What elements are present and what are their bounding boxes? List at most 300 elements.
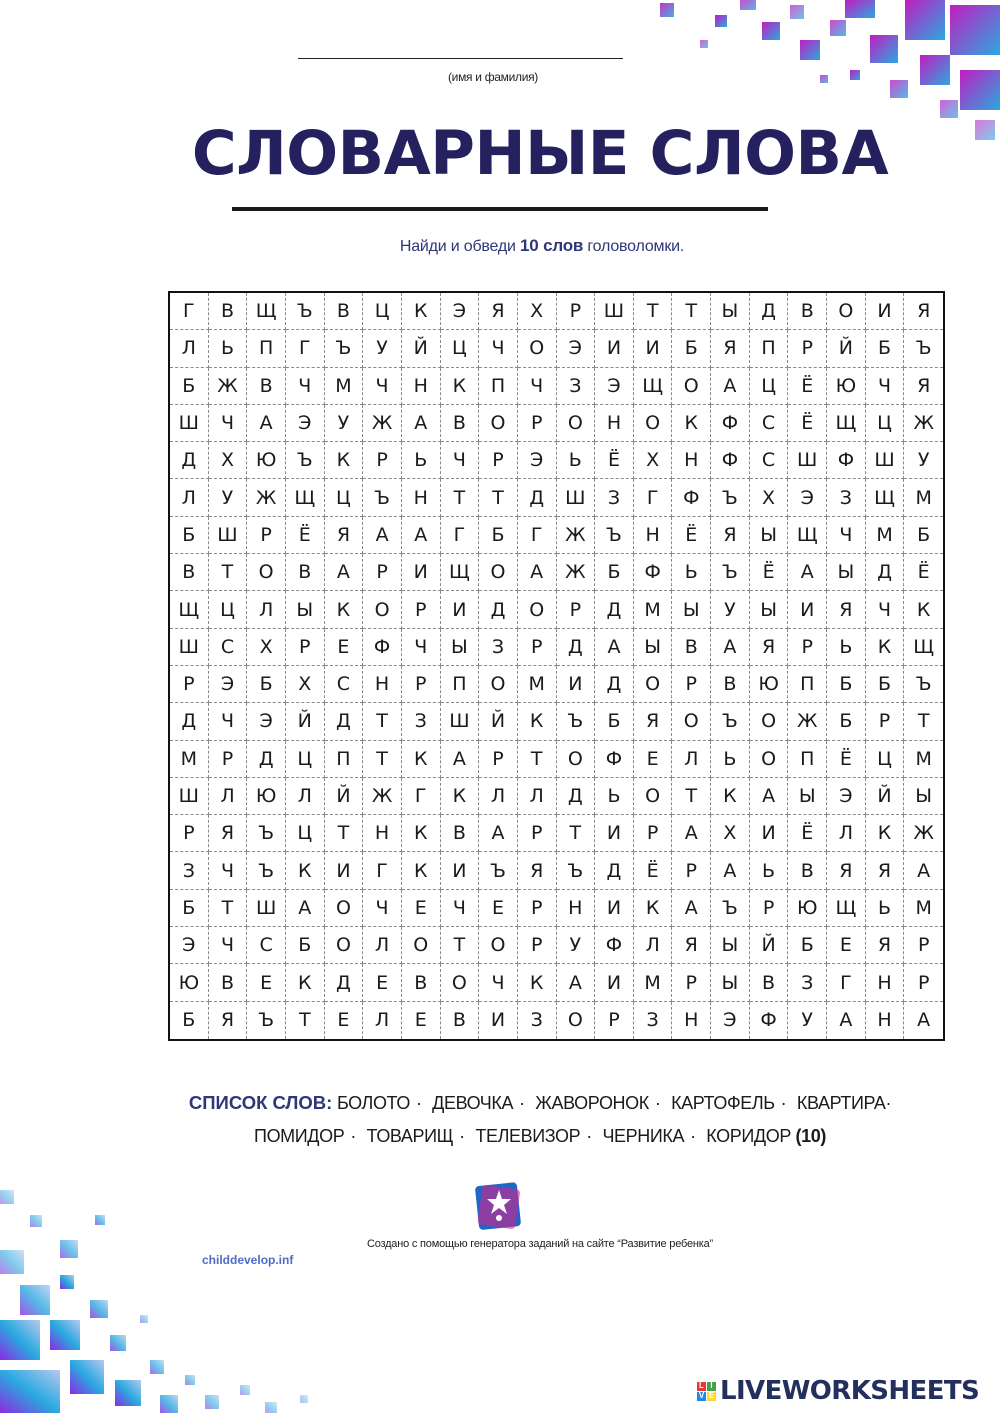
grid-cell[interactable]: Ш [866, 442, 905, 479]
grid-cell[interactable]: Ъ [904, 666, 943, 703]
grid-cell[interactable]: Р [518, 405, 557, 442]
grid-cell[interactable]: И [750, 815, 789, 852]
grid-cell[interactable]: Ф [711, 442, 750, 479]
grid-cell[interactable]: К [402, 293, 441, 330]
grid-cell[interactable]: О [325, 890, 364, 927]
grid-cell[interactable]: Я [904, 293, 943, 330]
grid-cell[interactable]: Ф [827, 442, 866, 479]
grid-cell[interactable]: Д [247, 741, 286, 778]
grid-cell[interactable]: Т [441, 927, 480, 964]
grid-cell[interactable]: Р [402, 591, 441, 628]
grid-cell[interactable]: Э [788, 479, 827, 516]
grid-cell[interactable]: А [827, 1002, 866, 1039]
grid-cell[interactable]: Р [557, 591, 596, 628]
grid-cell[interactable]: Б [170, 368, 209, 405]
grid-cell[interactable]: Й [402, 330, 441, 367]
grid-cell[interactable]: Н [402, 368, 441, 405]
grid-cell[interactable]: В [672, 629, 711, 666]
grid-cell[interactable]: Г [518, 517, 557, 554]
grid-cell[interactable]: Щ [827, 405, 866, 442]
grid-cell[interactable]: И [441, 852, 480, 889]
grid-cell[interactable]: И [634, 330, 673, 367]
grid-cell[interactable]: Л [634, 927, 673, 964]
grid-cell[interactable]: П [788, 666, 827, 703]
grid-cell[interactable]: Г [441, 517, 480, 554]
grid-cell[interactable]: И [441, 591, 480, 628]
grid-cell[interactable]: Е [325, 629, 364, 666]
grid-cell[interactable]: Б [827, 666, 866, 703]
grid-cell[interactable]: Э [286, 405, 325, 442]
grid-cell[interactable]: Х [518, 293, 557, 330]
grid-cell[interactable]: К [866, 629, 905, 666]
grid-cell[interactable]: Д [170, 703, 209, 740]
grid-cell[interactable]: Ц [866, 405, 905, 442]
grid-cell[interactable]: Щ [247, 293, 286, 330]
grid-cell[interactable]: Щ [866, 479, 905, 516]
grid-cell[interactable]: Р [209, 741, 248, 778]
grid-cell[interactable]: Ю [247, 442, 286, 479]
grid-cell[interactable]: П [247, 330, 286, 367]
grid-cell[interactable]: З [595, 479, 634, 516]
grid-cell[interactable]: Ф [750, 1002, 789, 1039]
grid-cell[interactable]: Р [518, 890, 557, 927]
grid-cell[interactable]: К [866, 815, 905, 852]
grid-cell[interactable]: Д [595, 852, 634, 889]
grid-cell[interactable]: В [209, 964, 248, 1001]
grid-cell[interactable]: Э [170, 927, 209, 964]
grid-cell[interactable]: Ъ [286, 442, 325, 479]
grid-cell[interactable]: Б [286, 927, 325, 964]
grid-cell[interactable]: Т [904, 703, 943, 740]
grid-cell[interactable]: Х [711, 815, 750, 852]
grid-cell[interactable]: Ъ [325, 330, 364, 367]
grid-cell[interactable]: Щ [904, 629, 943, 666]
grid-cell[interactable]: Р [557, 293, 596, 330]
grid-cell[interactable]: Э [209, 666, 248, 703]
grid-cell[interactable]: Х [209, 442, 248, 479]
grid-cell[interactable]: О [518, 330, 557, 367]
grid-cell[interactable]: А [402, 405, 441, 442]
grid-cell[interactable]: Ъ [479, 852, 518, 889]
grid-cell[interactable]: Е [325, 1002, 364, 1039]
grid-cell[interactable]: Ъ [557, 852, 596, 889]
grid-cell[interactable]: Ь [672, 554, 711, 591]
grid-cell[interactable]: З [518, 1002, 557, 1039]
grid-cell[interactable]: Р [788, 629, 827, 666]
grid-cell[interactable]: В [441, 815, 480, 852]
grid-cell[interactable]: М [170, 741, 209, 778]
grid-cell[interactable]: Е [634, 741, 673, 778]
grid-cell[interactable]: Т [441, 479, 480, 516]
grid-cell[interactable]: Х [286, 666, 325, 703]
grid-cell[interactable]: Т [557, 815, 596, 852]
grid-cell[interactable]: Л [170, 479, 209, 516]
grid-cell[interactable]: Ю [247, 778, 286, 815]
grid-cell[interactable]: Ш [441, 703, 480, 740]
grid-cell[interactable]: О [672, 368, 711, 405]
grid-cell[interactable]: М [518, 666, 557, 703]
grid-cell[interactable]: Э [247, 703, 286, 740]
grid-cell[interactable]: Р [672, 964, 711, 1001]
grid-cell[interactable]: Р [479, 442, 518, 479]
grid-cell[interactable]: С [750, 442, 789, 479]
grid-cell[interactable]: О [518, 591, 557, 628]
grid-cell[interactable]: Й [479, 703, 518, 740]
grid-cell[interactable]: Ч [866, 368, 905, 405]
grid-cell[interactable]: А [672, 890, 711, 927]
grid-cell[interactable]: К [402, 815, 441, 852]
grid-cell[interactable]: Ж [247, 479, 286, 516]
grid-cell[interactable]: М [866, 517, 905, 554]
grid-cell[interactable]: В [247, 368, 286, 405]
grid-cell[interactable]: Г [363, 852, 402, 889]
grid-cell[interactable]: Ж [904, 405, 943, 442]
grid-cell[interactable]: У [711, 591, 750, 628]
grid-cell[interactable]: Ш [170, 405, 209, 442]
grid-cell[interactable]: О [750, 741, 789, 778]
grid-cell[interactable]: Ы [672, 591, 711, 628]
grid-cell[interactable]: Т [634, 293, 673, 330]
grid-cell[interactable]: Э [827, 778, 866, 815]
grid-cell[interactable]: Ж [209, 368, 248, 405]
grid-cell[interactable]: Щ [286, 479, 325, 516]
grid-cell[interactable]: О [479, 666, 518, 703]
grid-cell[interactable]: Я [711, 517, 750, 554]
grid-cell[interactable]: Я [827, 591, 866, 628]
grid-cell[interactable]: Ч [209, 703, 248, 740]
grid-cell[interactable]: Д [170, 442, 209, 479]
grid-cell[interactable]: Л [247, 591, 286, 628]
grid-cell[interactable]: Ю [827, 368, 866, 405]
grid-cell[interactable]: Н [363, 815, 402, 852]
grid-cell[interactable]: Г [634, 479, 673, 516]
grid-cell[interactable]: Л [479, 778, 518, 815]
grid-cell[interactable]: А [788, 554, 827, 591]
grid-cell[interactable]: И [402, 554, 441, 591]
grid-cell[interactable]: Р [518, 927, 557, 964]
grid-cell[interactable]: О [634, 666, 673, 703]
grid-cell[interactable]: Щ [788, 517, 827, 554]
grid-cell[interactable]: Ы [750, 591, 789, 628]
grid-cell[interactable]: К [441, 778, 480, 815]
grid-cell[interactable]: Б [904, 517, 943, 554]
grid-cell[interactable]: Р [634, 815, 673, 852]
grid-cell[interactable]: П [788, 741, 827, 778]
grid-cell[interactable]: К [286, 852, 325, 889]
grid-cell[interactable]: У [209, 479, 248, 516]
grid-cell[interactable]: Е [363, 964, 402, 1001]
grid-cell[interactable]: Ж [557, 554, 596, 591]
grid-cell[interactable]: Ъ [711, 703, 750, 740]
grid-cell[interactable]: У [363, 330, 402, 367]
grid-cell[interactable]: Ж [557, 517, 596, 554]
grid-cell[interactable]: Ё [634, 852, 673, 889]
grid-cell[interactable]: В [286, 554, 325, 591]
grid-cell[interactable]: И [595, 815, 634, 852]
grid-cell[interactable]: Б [170, 517, 209, 554]
grid-cell[interactable]: А [518, 554, 557, 591]
grid-cell[interactable]: Т [672, 778, 711, 815]
grid-cell[interactable]: М [904, 479, 943, 516]
grid-cell[interactable]: Ш [557, 479, 596, 516]
grid-cell[interactable]: З [827, 479, 866, 516]
grid-cell[interactable]: Х [750, 479, 789, 516]
grid-cell[interactable]: Ц [286, 815, 325, 852]
grid-cell[interactable]: Я [750, 629, 789, 666]
grid-cell[interactable]: Л [286, 778, 325, 815]
grid-cell[interactable]: Й [866, 778, 905, 815]
grid-cell[interactable]: О [363, 591, 402, 628]
grid-cell[interactable]: Д [557, 778, 596, 815]
grid-cell[interactable]: И [595, 890, 634, 927]
grid-cell[interactable]: Р [363, 554, 402, 591]
grid-cell[interactable]: Б [595, 554, 634, 591]
grid-cell[interactable]: Ч [363, 368, 402, 405]
grid-cell[interactable]: Ы [711, 927, 750, 964]
grid-cell[interactable]: И [595, 330, 634, 367]
grid-cell[interactable]: У [325, 405, 364, 442]
grid-cell[interactable]: Ц [363, 293, 402, 330]
grid-cell[interactable]: Я [209, 1002, 248, 1039]
grid-cell[interactable]: Ы [904, 778, 943, 815]
grid-cell[interactable]: М [634, 591, 673, 628]
grid-cell[interactable]: Р [672, 666, 711, 703]
grid-cell[interactable]: Ц [286, 741, 325, 778]
grid-cell[interactable]: Б [247, 666, 286, 703]
grid-cell[interactable]: Н [595, 405, 634, 442]
grid-cell[interactable]: Ы [750, 517, 789, 554]
grid-cell[interactable]: Я [209, 815, 248, 852]
grid-cell[interactable]: Ё [788, 815, 827, 852]
grid-cell[interactable]: Ф [595, 927, 634, 964]
grid-cell[interactable]: Ш [170, 629, 209, 666]
grid-cell[interactable]: Я [479, 293, 518, 330]
grid-cell[interactable]: Й [750, 927, 789, 964]
grid-cell[interactable]: А [325, 554, 364, 591]
grid-cell[interactable]: М [904, 890, 943, 927]
grid-cell[interactable]: Б [672, 330, 711, 367]
grid-cell[interactable]: Ж [363, 405, 402, 442]
grid-cell[interactable]: О [750, 703, 789, 740]
grid-cell[interactable]: Ч [402, 629, 441, 666]
grid-cell[interactable]: Ч [441, 890, 480, 927]
grid-cell[interactable]: Ч [209, 405, 248, 442]
grid-cell[interactable]: Н [672, 1002, 711, 1039]
grid-cell[interactable]: Д [557, 629, 596, 666]
grid-cell[interactable]: К [518, 703, 557, 740]
grid-cell[interactable]: Ъ [711, 890, 750, 927]
grid-cell[interactable]: К [634, 890, 673, 927]
grid-cell[interactable]: Ё [788, 368, 827, 405]
grid-cell[interactable]: Я [325, 517, 364, 554]
grid-cell[interactable]: Э [557, 330, 596, 367]
grid-cell[interactable]: З [479, 629, 518, 666]
grid-cell[interactable]: Ш [595, 293, 634, 330]
grid-cell[interactable]: М [904, 741, 943, 778]
grid-cell[interactable]: Б [479, 517, 518, 554]
grid-cell[interactable]: Ы [711, 293, 750, 330]
grid-cell[interactable]: Ё [286, 517, 325, 554]
grid-cell[interactable]: Д [325, 964, 364, 1001]
grid-cell[interactable]: Ш [170, 778, 209, 815]
grid-cell[interactable]: Я [711, 330, 750, 367]
grid-cell[interactable]: В [788, 293, 827, 330]
grid-cell[interactable]: С [325, 666, 364, 703]
grid-cell[interactable]: Ф [595, 741, 634, 778]
grid-cell[interactable]: Н [866, 1002, 905, 1039]
grid-cell[interactable]: К [518, 964, 557, 1001]
grid-cell[interactable]: Л [672, 741, 711, 778]
grid-cell[interactable]: Р [518, 629, 557, 666]
grid-cell[interactable]: Б [827, 703, 866, 740]
grid-cell[interactable]: Ь [402, 442, 441, 479]
grid-cell[interactable]: Б [866, 330, 905, 367]
grid-cell[interactable]: К [286, 964, 325, 1001]
grid-cell[interactable]: В [441, 1002, 480, 1039]
grid-cell[interactable]: Ж [904, 815, 943, 852]
grid-cell[interactable]: С [750, 405, 789, 442]
grid-cell[interactable]: Б [170, 890, 209, 927]
grid-cell[interactable]: Р [866, 703, 905, 740]
grid-cell[interactable]: Ч [363, 890, 402, 927]
grid-cell[interactable]: О [557, 1002, 596, 1039]
grid-cell[interactable]: Д [750, 293, 789, 330]
grid-cell[interactable]: Ы [711, 964, 750, 1001]
grid-cell[interactable]: Н [363, 666, 402, 703]
grid-cell[interactable]: Д [479, 591, 518, 628]
grid-cell[interactable]: А [917, 1009, 931, 1032]
grid-cell[interactable]: Ж [363, 778, 402, 815]
grid-cell[interactable]: Ж [788, 703, 827, 740]
grid-cell[interactable]: Р [170, 815, 209, 852]
grid-cell[interactable]: Т [672, 293, 711, 330]
grid-cell[interactable]: Р [904, 964, 943, 1001]
grid-cell[interactable]: Ч [286, 368, 325, 405]
grid-cell[interactable]: П [325, 741, 364, 778]
grid-cell[interactable]: В [788, 852, 827, 889]
grid-cell[interactable]: Ц [325, 479, 364, 516]
grid-cell[interactable]: А [402, 517, 441, 554]
grid-cell[interactable]: У [788, 1002, 827, 1039]
grid-cell[interactable]: Й [286, 703, 325, 740]
grid-cell[interactable]: О [479, 927, 518, 964]
grid-cell[interactable]: О [479, 405, 518, 442]
grid-cell[interactable]: И [788, 591, 827, 628]
grid-cell[interactable]: К [325, 442, 364, 479]
grid-cell[interactable]: О [325, 927, 364, 964]
grid-cell[interactable]: Я [866, 852, 905, 889]
grid-cell[interactable]: Р [402, 666, 441, 703]
grid-cell[interactable]: Ы [788, 778, 827, 815]
grid-cell[interactable]: А [711, 852, 750, 889]
grid-cell[interactable]: З [557, 368, 596, 405]
grid-cell[interactable]: Ё [672, 517, 711, 554]
grid-cell[interactable]: Х [247, 629, 286, 666]
grid-cell[interactable]: И [557, 666, 596, 703]
grid-cell[interactable]: Ч [479, 330, 518, 367]
grid-cell[interactable]: М [325, 368, 364, 405]
grid-cell[interactable]: И [325, 852, 364, 889]
grid-cell[interactable]: З [634, 1002, 673, 1039]
grid-cell[interactable]: Ё [827, 741, 866, 778]
grid-cell[interactable]: А [441, 741, 480, 778]
grid-cell[interactable]: П [441, 666, 480, 703]
grid-cell[interactable]: З [170, 852, 209, 889]
grid-cell[interactable]: Ъ [595, 517, 634, 554]
grid-cell[interactable]: Р [247, 517, 286, 554]
grid-cell[interactable]: В [325, 293, 364, 330]
grid-cell[interactable]: Я [866, 927, 905, 964]
grid-cell[interactable]: Р [904, 927, 943, 964]
grid-cell[interactable]: Ц [209, 591, 248, 628]
grid-cell[interactable]: Т [286, 1002, 325, 1039]
grid-cell[interactable]: Ы [286, 591, 325, 628]
grid-cell[interactable]: Р [750, 890, 789, 927]
grid-cell[interactable]: А [672, 815, 711, 852]
grid-cell[interactable]: А [557, 964, 596, 1001]
grid-cell[interactable]: И [595, 964, 634, 1001]
grid-cell[interactable]: Б [170, 1002, 209, 1039]
grid-cell[interactable]: Т [209, 554, 248, 591]
grid-cell[interactable]: Т [363, 703, 402, 740]
grid-cell[interactable]: Н [634, 517, 673, 554]
grid-cell[interactable]: Ё [595, 442, 634, 479]
grid-cell[interactable]: К [711, 778, 750, 815]
grid-cell[interactable]: А [750, 778, 789, 815]
grid-cell[interactable]: Т [325, 815, 364, 852]
grid-cell[interactable]: Р [479, 741, 518, 778]
grid-cell[interactable]: Ъ [904, 330, 943, 367]
grid-cell[interactable]: Э [711, 1002, 750, 1039]
grid-cell[interactable]: Ч [827, 517, 866, 554]
grid-cell[interactable]: Щ [827, 890, 866, 927]
grid-cell[interactable]: В [402, 964, 441, 1001]
grid-cell[interactable]: А [247, 405, 286, 442]
grid-cell[interactable]: Л [363, 927, 402, 964]
grid-cell[interactable]: Р [518, 815, 557, 852]
grid-cell[interactable]: Н [557, 890, 596, 927]
grid-cell[interactable]: У [904, 442, 943, 479]
grid-cell[interactable]: А [711, 629, 750, 666]
grid-cell[interactable]: Ь [866, 890, 905, 927]
grid-cell[interactable]: Ь [595, 778, 634, 815]
grid-cell[interactable]: У [557, 927, 596, 964]
grid-cell[interactable]: Ч [209, 927, 248, 964]
grid-cell[interactable]: Ъ [247, 1002, 286, 1039]
grid-cell[interactable]: Ф [363, 629, 402, 666]
grid-cell[interactable]: Я [518, 852, 557, 889]
grid-cell[interactable]: Ё [750, 554, 789, 591]
grid-cell[interactable]: Г [402, 778, 441, 815]
grid-cell[interactable]: Б [788, 927, 827, 964]
grid-cell[interactable]: Б [866, 666, 905, 703]
grid-cell[interactable]: З [788, 964, 827, 1001]
grid-cell[interactable]: Ъ [247, 815, 286, 852]
grid-cell[interactable]: Ы [441, 629, 480, 666]
grid-cell[interactable]: Е [402, 890, 441, 927]
grid-cell[interactable]: Ъ [363, 479, 402, 516]
grid-cell[interactable]: Ъ [711, 479, 750, 516]
grid-cell[interactable]: Ф [672, 479, 711, 516]
grid-cell[interactable]: Г [286, 330, 325, 367]
grid-cell[interactable]: Б [595, 703, 634, 740]
grid-cell[interactable]: Д [518, 479, 557, 516]
grid-cell[interactable]: К [904, 591, 943, 628]
grid-cell[interactable]: О [827, 293, 866, 330]
grid-cell[interactable]: Г [170, 293, 209, 330]
grid-cell[interactable]: Л [518, 778, 557, 815]
grid-cell[interactable]: Ь [750, 852, 789, 889]
